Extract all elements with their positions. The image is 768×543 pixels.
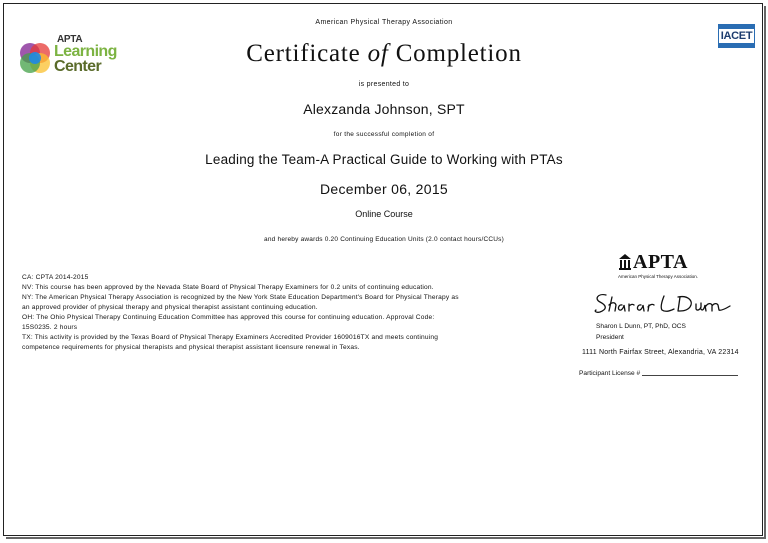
- accreditation-statements: [22, 273, 512, 353]
- certificate-title: [0, 40, 768, 68]
- license-label: Participant License #: [579, 370, 641, 377]
- logo-apta-text: APTA: [57, 34, 83, 45]
- participant-license: [579, 370, 738, 377]
- accreditation-line: NV: This course has been approved by the Nevada State Board of Physical Therapy Examiners for 0.2 units of continuing education.: [22, 284, 434, 291]
- signer-title: President: [596, 334, 624, 341]
- license-blank-line[interactable]: [642, 375, 738, 376]
- iacet-logo-text: IACET: [720, 30, 753, 42]
- signer-name: Sharon L Dunn, PT, PhD, OCS: [596, 323, 686, 330]
- apta-logo-text: APTA: [633, 251, 688, 273]
- accreditation-line: OH: The Ohio Physical Therapy Continuing Education Committee has approved this course for continuing education. Approval Code:: [22, 314, 435, 321]
- logo-center-text: Center: [54, 58, 102, 75]
- accreditation-line: an approved provider of physical therapy and physical therapist assistant continuing education.: [22, 304, 318, 311]
- title-post: Completion: [395, 40, 522, 67]
- accreditation-line: 15S0235. 2 hours: [22, 324, 78, 331]
- title-of: of: [367, 40, 389, 67]
- accreditation-line: NY: The American Physical Therapy Association is recognized by the New York State Education Department's Board for Physical Therapy as: [22, 294, 459, 301]
- completion-date: December 06, 2015: [319, 181, 449, 197]
- success-text: for the successful completion of: [333, 131, 435, 138]
- president-signature: [592, 289, 732, 317]
- course-type: Online Course: [355, 209, 413, 219]
- organization-address: 1111 North Fairfax Street, Alexandria, VA 22314: [582, 349, 739, 356]
- course-title: Leading the Team-A Practical Guide to Working with PTAs: [205, 152, 563, 167]
- awards-text: and hereby awards 0.20 Continuing Education Units (2.0 contact hours/CCUs): [264, 236, 504, 243]
- title-pre: Certificate: [246, 40, 361, 67]
- accreditation-line: competence requirements for physical therapists and physical therapist assistant licensure renewal in Texas.: [22, 344, 360, 351]
- accreditation-line: CA: CPTA 2014-2015: [22, 274, 89, 281]
- apta-emblem-icon: [618, 253, 632, 271]
- presented-text: is presented to: [358, 81, 410, 88]
- apta-logo-subtitle: American Physical Therapy Association.: [618, 274, 698, 279]
- logo-learning-text: Learning: [54, 43, 117, 60]
- recipient-name: Alexzanda Johnson, SPT: [303, 101, 465, 117]
- apta-logo: [618, 252, 718, 282]
- accreditation-line: TX: This activity is provided by the Texas Board of Physical Therapy Examiners Accredited Provider 1609016TX and meets continuing: [22, 334, 439, 341]
- organization-name: American Physical Therapy Association: [315, 19, 453, 26]
